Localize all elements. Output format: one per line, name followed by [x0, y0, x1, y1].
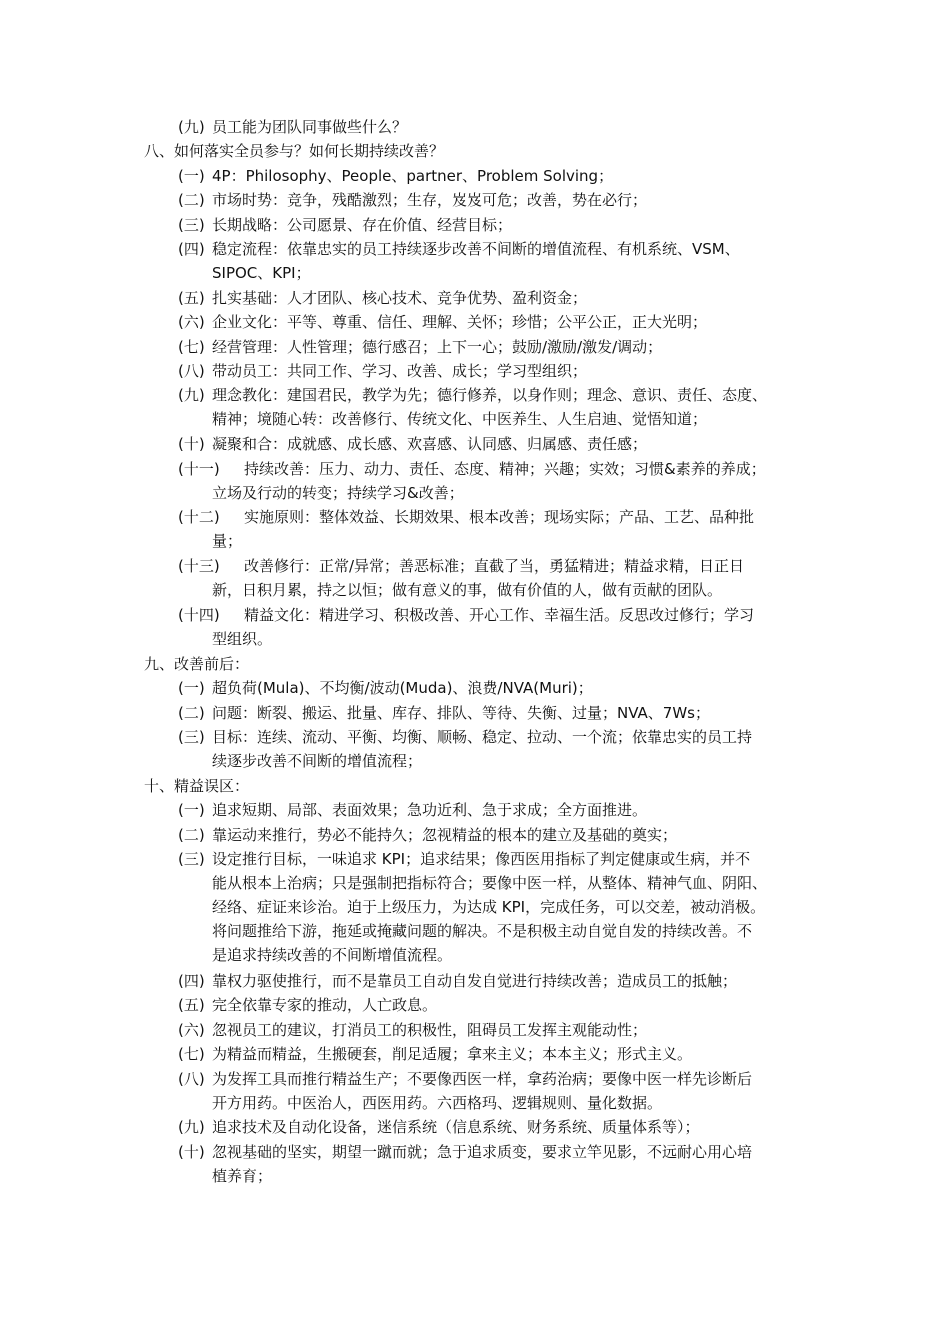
item-text-line: 经营管理：人性管理；德行感召；上下一心；鼓励/激励/激发/调动；	[212, 338, 663, 356]
item-text	[212, 459, 812, 507]
item-text	[212, 337, 812, 361]
item-text-line: 目标：连续、流动、平衡、均衡、顺畅、稳定、拉动、一个流；依靠忠实的员工持	[212, 728, 753, 746]
item-text-line: 立场及行动的转变；持续学习&改善；	[212, 484, 464, 502]
item-number: (三)	[178, 728, 205, 746]
item-text	[212, 605, 812, 653]
item-number: (二)	[178, 826, 205, 844]
item-text	[212, 678, 812, 702]
item-text	[212, 215, 812, 239]
item-number: (十一)	[178, 460, 220, 478]
item-number: (四)	[178, 972, 205, 990]
item-text-line: 设定推行目标，一味追求 KPI；追求结果；像西医用指标了判定健康或生病，并不	[212, 850, 751, 868]
item-number: (十四)	[178, 606, 220, 624]
item-text-line: 是追求持续改善的不间断增值流程。	[212, 946, 453, 964]
item-text	[212, 288, 812, 312]
item-text-line: 开方用药。中医治人，西医用药。六西格玛、逻辑规则、量化数据。	[212, 1094, 663, 1112]
item-text	[212, 727, 812, 775]
item-number: (二)	[178, 704, 205, 722]
item-text	[212, 825, 812, 849]
item-number: (七)	[178, 1045, 205, 1063]
item-text-line: 超负荷(Mula)、不均衡/波动(Muda)、浪费/NVA(Muri)；	[212, 679, 593, 697]
item-number: (一)	[178, 167, 205, 185]
item-text	[212, 849, 812, 969]
item-text-line: 市场时势：竞争，残酷激烈；生存，岌岌可危；改善，势在必行；	[212, 191, 648, 209]
item-number: (六)	[178, 1021, 205, 1039]
item-text-line: 能从根本上治病；只是强制把指标符合；要像中医一样，从整体、精神气血、阴阳、	[212, 874, 768, 892]
item-text-line: 追求短期、局部、表面效果；急功近利、急于求成；全方面推进。	[212, 801, 648, 819]
item-text	[212, 556, 812, 604]
item-text-line: 理念教化：建国君民，教学为先；德行修养，以身作则；理念、意识、责任、态度、	[212, 386, 768, 404]
item-text-line: 将问题推给下游，拖延或掩藏问题的解决。不是积极主动自觉自发的持续改善。不	[212, 922, 753, 940]
section-heading: 九、改善前后：	[144, 655, 250, 673]
item-text-line: 实施原则：整体效益、长期效果、根本改善；现场实际；产品、工艺、品种批	[244, 508, 755, 526]
item-text-line: 员工能为团队同事做些什么？	[212, 118, 408, 136]
section-heading: 十、精益误区：	[144, 777, 250, 795]
item-text	[212, 434, 812, 458]
item-text-line: 靠运动来推行，势必不能持久；忽视精益的根本的建立及基础的奠实；	[212, 826, 678, 844]
item-number: (十二)	[178, 508, 220, 526]
item-text-line: 精神；境随心转：改善修行、传统文化、中医养生、人生启迪、觉悟知道；	[212, 410, 708, 428]
item-text	[212, 117, 812, 141]
item-text-line: 长期战略：公司愿景、存在价值、经营目标；	[212, 216, 513, 234]
item-number: (一)	[178, 801, 205, 819]
item-text-line: 带动员工：共同工作、学习、改善、成长；学习型组织；	[212, 362, 588, 380]
item-number: (五)	[178, 996, 205, 1014]
item-text-line: 为发挥工具而推行精益生产；不要像西医一样，拿药治病；要像中医一样先诊断后	[212, 1070, 753, 1088]
item-text-line: 企业文化：平等、尊重、信任、理解、关怀；珍惜；公平公正，正大光明；	[212, 313, 708, 331]
item-text	[212, 1069, 812, 1117]
item-text-line: 量；	[212, 532, 243, 550]
item-number: (十)	[178, 435, 205, 453]
item-number: (八)	[178, 362, 205, 380]
item-text	[212, 971, 812, 995]
section-heading: 八、如何落实全员参与？如何长期持续改善？	[144, 142, 445, 160]
item-text	[212, 190, 812, 214]
item-text	[212, 995, 812, 1019]
item-text-line: 经络、症证来诊治。迫于上级压力，为达成 KPI，完成任务，可以交差，被动消极。	[212, 898, 766, 916]
item-number: (九)	[178, 1118, 205, 1136]
item-text-line: 凝聚和合：成就感、成长感、欢喜感、认同感、归属感、责任感；	[212, 435, 648, 453]
item-number: (九)	[178, 118, 205, 136]
item-text	[212, 361, 812, 385]
item-number: (十三)	[178, 557, 220, 575]
item-number: (十)	[178, 1143, 205, 1161]
item-number: (八)	[178, 1070, 205, 1088]
item-number: (五)	[178, 289, 205, 307]
item-text-line: 忽视基础的坚实，期望一蹴而就；急于追求质变，要求立竿见影，不远耐心用心培	[212, 1143, 753, 1161]
item-text	[212, 800, 812, 824]
item-text-line: 扎实基础：人才团队、核心技术、竞争优势、盈利资金；	[212, 289, 588, 307]
item-number: (九)	[178, 386, 205, 404]
item-text-line: 为精益而精益，生搬硬套，削足适履；拿来主义；本本主义；形式主义。	[212, 1045, 693, 1063]
item-text-line: 新，日积月累，持之以恒；做有意义的事，做有价值的人，做有贡献的团队。	[212, 581, 723, 599]
item-text-line: SIPOC、KPI；	[212, 264, 311, 282]
item-text	[212, 166, 812, 190]
item-number: (六)	[178, 313, 205, 331]
item-text	[212, 239, 812, 287]
item-text	[212, 1044, 812, 1068]
item-text	[212, 507, 812, 555]
item-text-line: 精益文化：精进学习、积极改善、开心工作、幸福生活。反思改过修行；学习	[244, 606, 755, 624]
item-text	[212, 1142, 812, 1190]
item-number: (三)	[178, 216, 205, 234]
item-text-line: 靠权力驱使推行，而不是靠员工自动自发自觉进行持续改善；造成员工的抵触；	[212, 972, 738, 990]
item-text-line: 续逐步改善不间断的增值流程；	[212, 752, 423, 770]
item-text-line: 完全依靠专家的推动，人亡政息。	[212, 996, 438, 1014]
item-number: (三)	[178, 850, 205, 868]
item-text-line: 问题：断裂、搬运、批量、库存、排队、等待、失衡、过量；NVA、7Ws；	[212, 704, 710, 722]
item-number: (二)	[178, 191, 205, 209]
item-number: (七)	[178, 338, 205, 356]
item-text-line: 型组织。	[212, 630, 273, 648]
item-text-line: 持续改善：压力、动力、责任、态度、精神；兴趣；实效；习惯&素养的养成；	[244, 460, 766, 478]
item-number: (一)	[178, 679, 205, 697]
item-text-line: 追求技术及自动化设备，迷信系统（信息系统、财务系统、质量体系等）；	[212, 1118, 700, 1136]
item-text	[212, 1020, 812, 1044]
item-text-line: 稳定流程：依靠忠实的员工持续逐步改善不间断的增值流程、有机系统、VSM、	[212, 240, 740, 258]
item-text-line: 植养育；	[212, 1167, 273, 1185]
item-text-line: 忽视员工的建议，打消员工的积极性，阻碍员工发挥主观能动性；	[212, 1021, 648, 1039]
item-text-line: 改善修行：正常/异常；善恶标准；直截了当，勇猛精进；精益求精，日正日	[244, 557, 745, 575]
item-text	[212, 385, 812, 433]
item-number: (四)	[178, 240, 205, 258]
item-text-line: 4P：Philosophy、People、partner、Problem Solving；	[212, 167, 614, 185]
item-text	[212, 703, 812, 727]
item-text	[212, 1117, 812, 1141]
item-text	[212, 312, 812, 336]
